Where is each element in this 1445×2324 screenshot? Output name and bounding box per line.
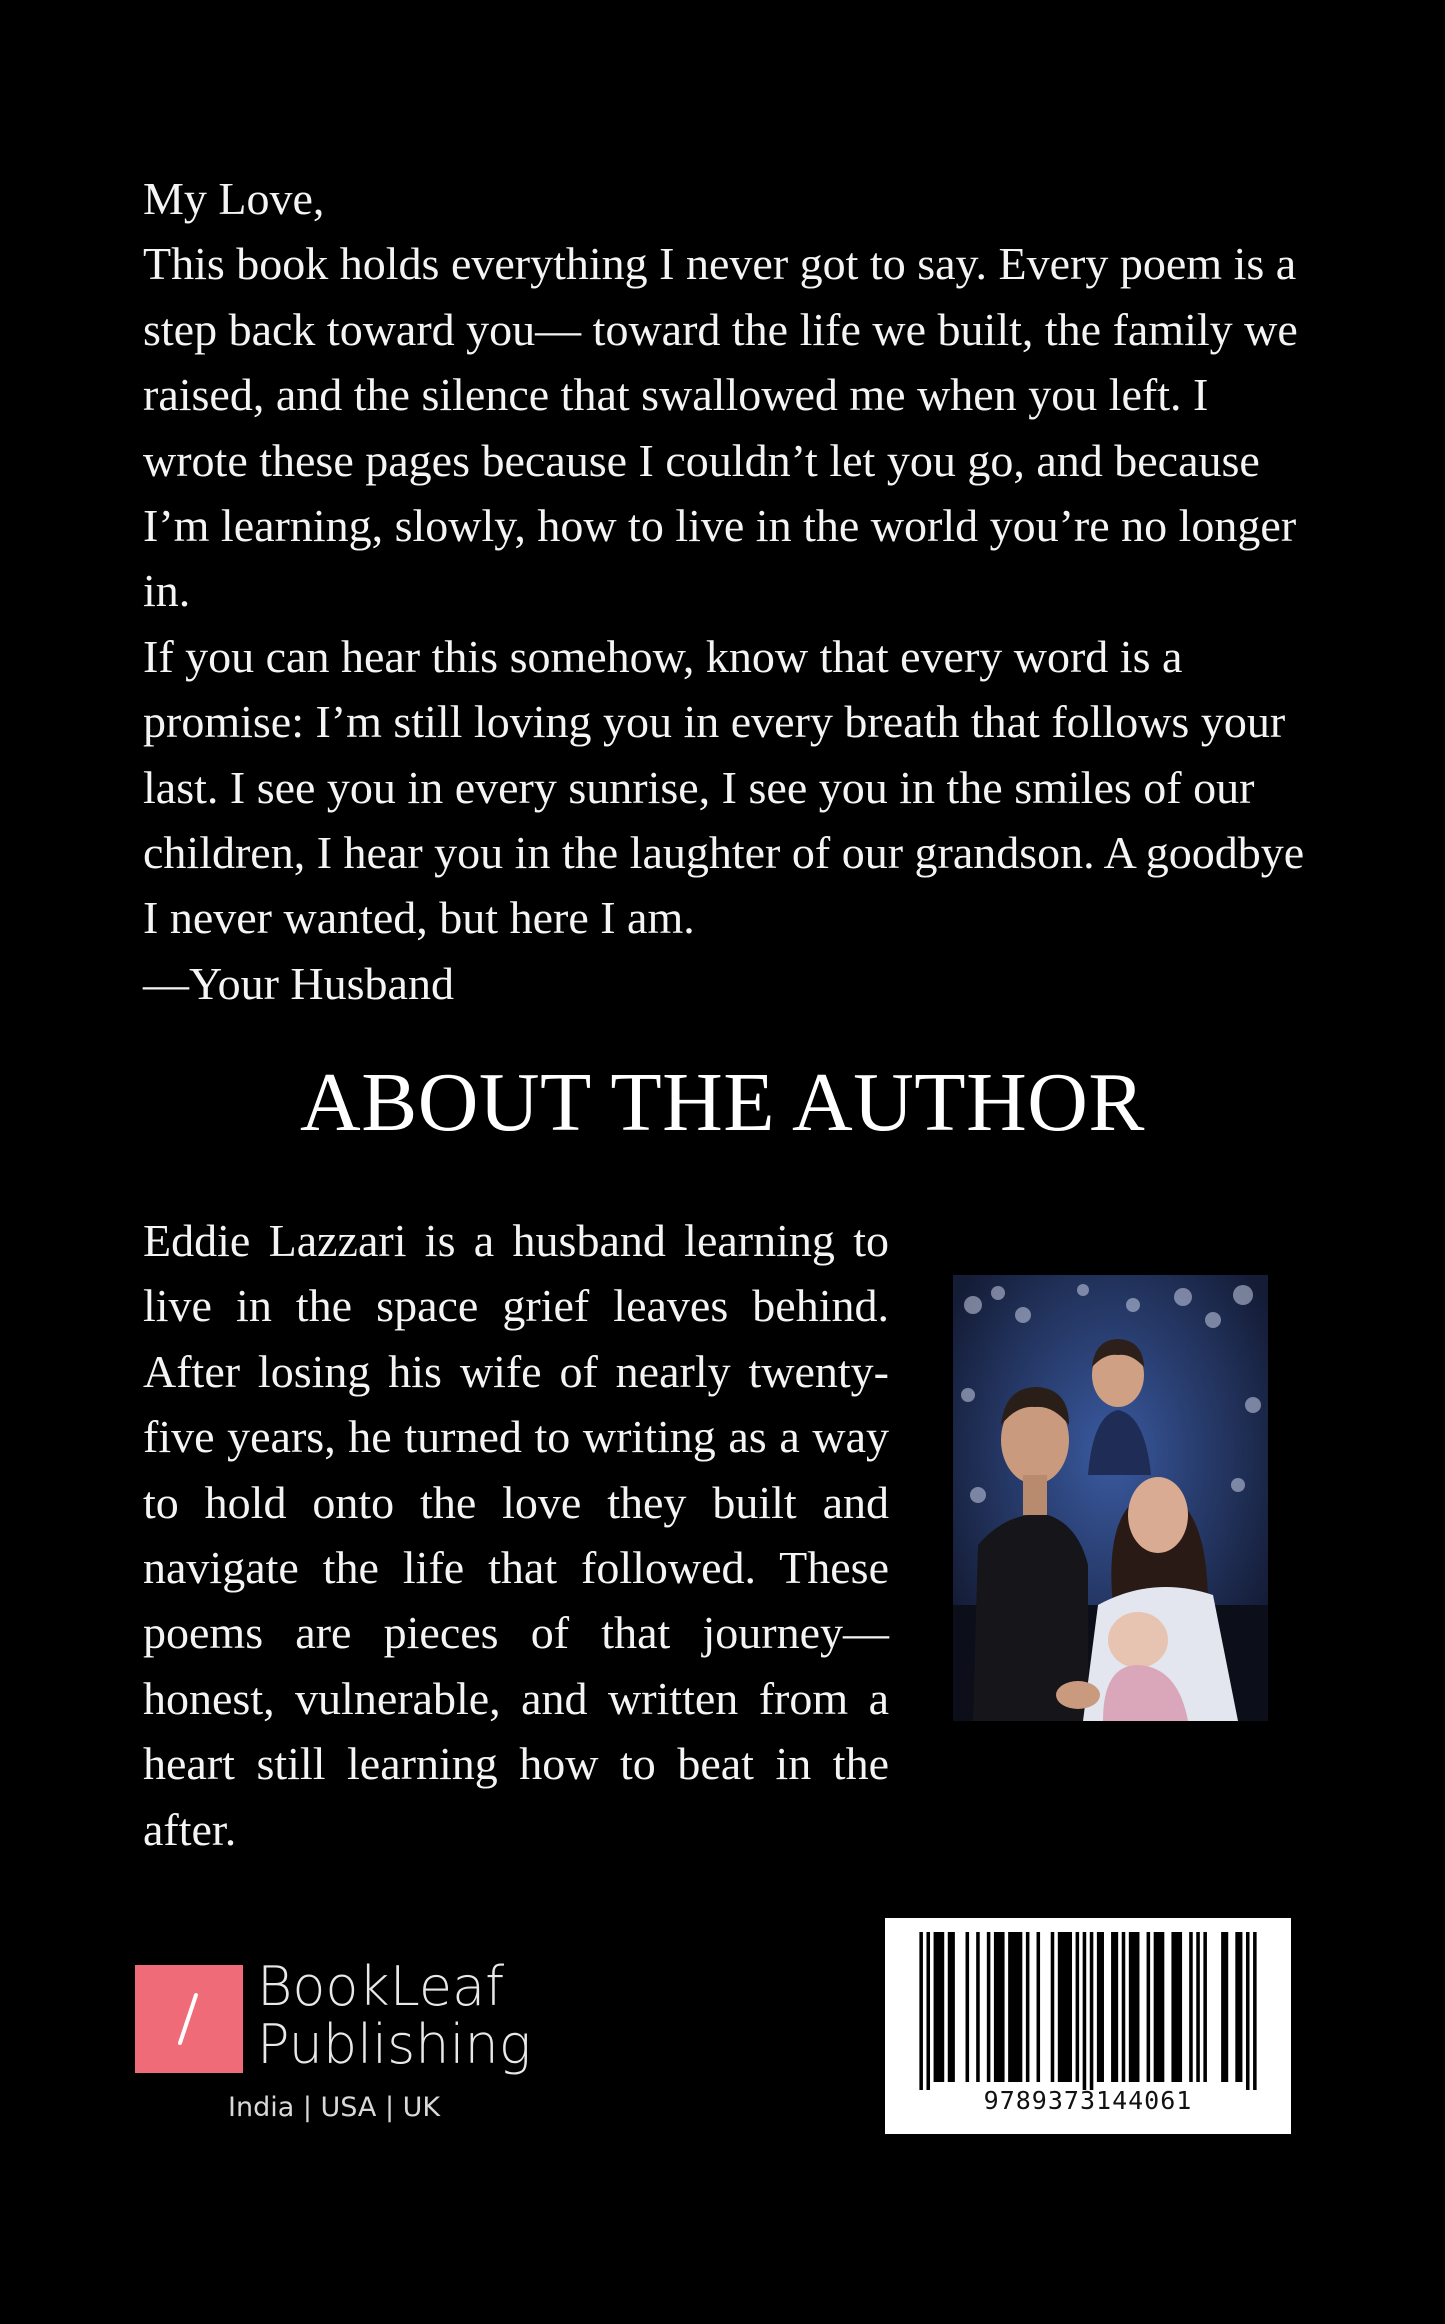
barcode-bar (934, 1932, 945, 2082)
letter-signature: —Your Husband (143, 957, 454, 1009)
letter (143, 166, 1323, 1016)
barcode-bar (1246, 1932, 1250, 2090)
barcode-bar (1189, 1932, 1193, 2082)
barcode-bar (926, 1932, 930, 2090)
barcode-bar (1154, 1932, 1165, 2082)
isbn-barcode (885, 1918, 1291, 2134)
barcode-bar (1083, 1932, 1087, 2090)
barcode-bar (1122, 1932, 1126, 2082)
barcode-bar (1203, 1932, 1207, 2082)
barcode-bar (948, 1932, 955, 2082)
barcode-bar (1129, 1932, 1140, 2082)
barcode-bar (994, 1932, 1005, 2082)
barcode-bar (1111, 1932, 1118, 2082)
barcode-bar (1037, 1932, 1041, 2082)
publisher-regions: India | USA | UK (228, 2092, 441, 2123)
barcode-bar (1171, 1932, 1182, 2082)
barcode-bar (1253, 1932, 1257, 2090)
barcode-bar (1196, 1932, 1200, 2082)
barcode-bar (1026, 1932, 1030, 2082)
letter-salutation: My Love, (143, 173, 325, 224)
barcode-bar (966, 1932, 970, 2082)
barcode-bar (1058, 1932, 1072, 2082)
barcode-bar (1090, 1932, 1094, 2090)
about-author-heading: ABOUT THE AUTHOR (300, 1056, 1145, 1149)
barcode-bar (1076, 1932, 1080, 2082)
barcode-bar (1235, 1932, 1242, 2082)
author-bio: Eddie Lazzari is a husband learning to live in the space grief leaves behind. After losing his wife of nearly twenty-five years, he turned to writing as a way to hold onto the love they built and navigate the life that followed. These poems are pieces of that journey—honest, vulnerable, and written from a heart still learning how to beat in the after. (143, 1215, 889, 1855)
barcode-bar (919, 1932, 923, 2090)
publisher-name (257, 1955, 532, 2076)
barcode-bar (976, 1932, 980, 2082)
isbn-number: 9789373144061 (983, 2086, 1193, 2115)
barcode-bar (1008, 1932, 1022, 2082)
author-family-photo (953, 1275, 1268, 1721)
barcode-bar (1097, 1932, 1104, 2082)
barcode-bar (1147, 1932, 1151, 2082)
barcode-bar (987, 1932, 991, 2082)
letter-paragraph-2: If you can hear this somehow, know that every word is a promise: I’m still loving you in every breath that follows your last. I see you in every sunrise, I see you in the smiles of our children, I hear you in the laughter of our grandson. A goodbye I never wanted, but here I am. (143, 630, 1305, 944)
publisher-logo-mark (135, 1965, 243, 2073)
publisher-name-line-2: Publishing (257, 2013, 532, 2076)
letter-paragraph-1: This book holds everything I never got to say. Every poem is a step back toward you— toward the life we built, the family we raised, and the silence that swallowed me when you left. I wrote these pages because I couldn’t let you go, and because I’m learning, slowly, how to live in the world you’re no longer in. (143, 238, 1298, 617)
barcode-bar (1221, 1932, 1228, 2082)
publisher-name-line-1: BookLeaf (257, 1955, 505, 2018)
barcode-bar (1051, 1932, 1055, 2082)
